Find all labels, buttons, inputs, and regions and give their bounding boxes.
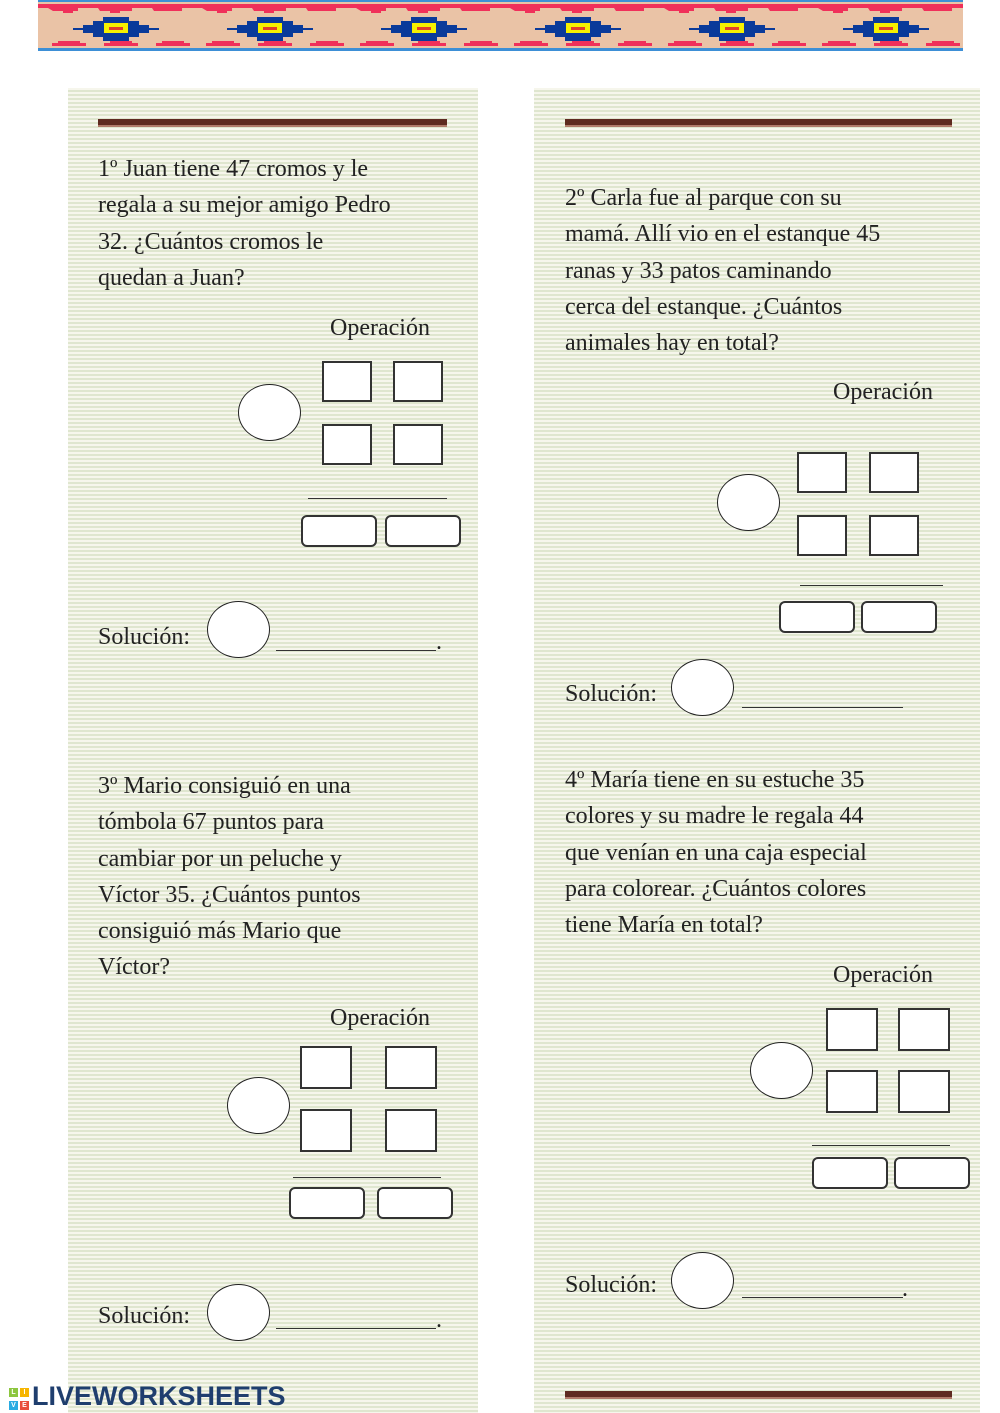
result-input[interactable] [779, 601, 855, 633]
result-input[interactable] [861, 601, 937, 633]
operator-input[interactable] [750, 1042, 813, 1099]
digit-input[interactable] [797, 452, 847, 493]
tribal-pattern-icon [38, 2, 963, 50]
digit-input[interactable] [322, 424, 372, 465]
digit-input[interactable] [898, 1070, 950, 1113]
sum-line [812, 1145, 950, 1146]
digit-input[interactable] [393, 361, 443, 402]
operation-label: Operación [330, 315, 430, 341]
divider-bar [565, 119, 952, 127]
operation-label: Operación [330, 1005, 430, 1031]
digit-input[interactable] [898, 1008, 950, 1051]
text-line: tómbola 67 puntos para [98, 809, 324, 836]
solution-number-input[interactable] [671, 1252, 734, 1309]
period: . [902, 1276, 908, 1302]
logo-badge-icon: L IV E [8, 1385, 32, 1411]
liveworksheets-logo [8, 1381, 286, 1412]
solution-label: Solución: [565, 1272, 658, 1298]
logo-text: LIVEWORKSHEETS [32, 1381, 286, 1411]
period: . [436, 629, 442, 655]
text-line: quedan a Juan? [98, 264, 245, 291]
digit-input[interactable] [385, 1046, 437, 1089]
solution-number-input[interactable] [207, 1284, 270, 1341]
digit-input[interactable] [869, 452, 919, 493]
text-line: consiguió más Mario que [98, 918, 342, 945]
sum-line [308, 498, 447, 499]
text-line: cambiar por un peluche y [98, 845, 342, 872]
digit-input[interactable] [300, 1046, 352, 1089]
operator-input[interactable] [227, 1077, 290, 1134]
divider-bar [98, 119, 447, 127]
text-line: ranas y 33 patos caminando [565, 257, 832, 284]
solution-text-input[interactable] [742, 707, 903, 708]
solution-label: Solución: [565, 681, 658, 707]
text-line: 4º María tiene en su estuche 35 [565, 767, 865, 793]
text-line: animales hay en total? [565, 330, 779, 357]
result-input[interactable] [301, 515, 377, 547]
solution-text-input[interactable] [742, 1297, 903, 1298]
digit-input[interactable] [393, 424, 443, 465]
text-line: 1º Juan tiene 47 cromos y le [98, 156, 369, 182]
operator-input[interactable] [717, 474, 780, 531]
operation-label: Operación [833, 379, 933, 405]
problem-4-text [565, 762, 867, 943]
problem-1-text [98, 151, 391, 296]
digit-input[interactable] [322, 361, 372, 402]
text-line: Víctor? [98, 954, 170, 981]
solution-label: Solución: [98, 1303, 191, 1329]
digit-input[interactable] [300, 1109, 352, 1152]
text-line: para colorear. ¿Cuántos colores [565, 875, 867, 902]
decorative-header-band [38, 0, 963, 51]
period: . [436, 1307, 442, 1333]
text-line: 2º Carla fue al parque con su [565, 185, 842, 211]
problem-2-text [565, 180, 880, 361]
text-line: tiene María en total? [565, 912, 763, 939]
solution-number-input[interactable] [671, 659, 734, 716]
result-input[interactable] [812, 1157, 888, 1189]
result-input[interactable] [289, 1187, 365, 1219]
digit-input[interactable] [385, 1109, 437, 1152]
solution-text-input[interactable] [276, 650, 436, 651]
digit-input[interactable] [869, 515, 919, 556]
divider-bar [565, 1391, 952, 1399]
result-input[interactable] [894, 1157, 970, 1189]
result-input[interactable] [385, 515, 461, 547]
digit-input[interactable] [826, 1008, 878, 1051]
solution-text-input[interactable] [276, 1328, 436, 1329]
result-input[interactable] [377, 1187, 453, 1219]
operator-input[interactable] [238, 384, 301, 441]
text-line: 32. ¿Cuántos cromos le [98, 228, 324, 255]
text-line: cerca del estanque. ¿Cuántos [565, 293, 843, 320]
solution-label: Solución: [98, 624, 191, 650]
sum-line [800, 585, 943, 586]
solution-number-input[interactable] [207, 601, 270, 658]
problem-3-text [98, 768, 361, 986]
digit-input[interactable] [797, 515, 847, 556]
text-line: Víctor 35. ¿Cuántos puntos [98, 881, 361, 908]
operation-label: Operación [833, 962, 933, 988]
text-line: regala a su mejor amigo Pedro [98, 192, 391, 219]
sum-line [293, 1177, 441, 1178]
text-line: colores y su madre le regala 44 [565, 803, 864, 830]
text-line: mamá. Allí vio en el estanque 45 [565, 221, 881, 248]
text-line: 3º Mario consiguió en una [98, 773, 351, 799]
digit-input[interactable] [826, 1070, 878, 1113]
text-line: que venían en una caja especial [565, 839, 867, 866]
